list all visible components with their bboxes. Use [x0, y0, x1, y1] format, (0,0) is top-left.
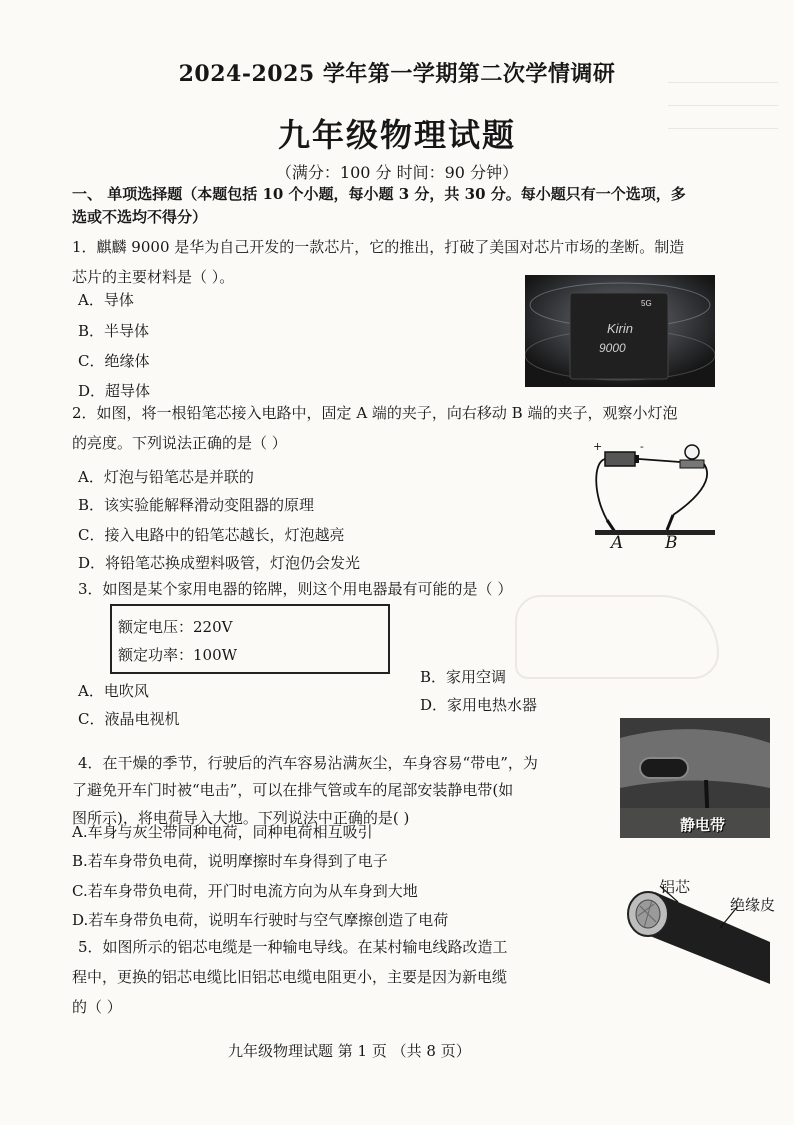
aluminum-cable-diagram: [620, 872, 780, 990]
nameplate-voltage: 额定电压：220V: [118, 618, 233, 636]
q4-option-d[interactable]: D.若车身带负电荷，说明车行驶时与空气摩擦创造了电荷: [72, 911, 449, 929]
label-clip-b: B: [665, 533, 678, 553]
q1-stem: 1．麒麟 9000 是华为自己开发的一款芯片，它的推出，打破了美国对芯片市场的垄断。制造: [72, 238, 685, 256]
nameplate-power: 额定功率：100W: [118, 646, 238, 664]
q3-option-d[interactable]: D．家用电热水器: [420, 696, 538, 714]
section-heading: 一、 单项选择题（本题包括 10 个小题，每小题 3 分，共 30 分。每小题只有一个选项，多: [72, 185, 686, 203]
chip-brand: Kirin: [607, 321, 634, 336]
q4-stem: 4．在干燥的季节，行驶后的汽车容易沾满灰尘，车身容易“带电”，为: [78, 754, 538, 772]
label-aluminum-core: 铝芯: [660, 878, 691, 896]
circuit-drawing: [585, 440, 720, 555]
q1-option-c[interactable]: C．绝缘体: [78, 352, 150, 370]
q4-option-a[interactable]: A.车身与灰尘带同种电荷，同种电荷相互吸引: [72, 823, 373, 841]
q4-stem-cont2: 图所示)，将电荷导入大地。下列说法中正确的是( ): [72, 809, 410, 827]
exam-title: 2024-2025 学年第一学期第二次学情调研: [178, 61, 616, 87]
q2-option-a[interactable]: A．灯泡与铅笔芯是并联的: [78, 468, 254, 486]
label-clip-a: A: [611, 533, 624, 553]
kirin-chip-photo: [525, 275, 715, 387]
page-footer: 九年级物理试题 第 1 页 （共 8 页）: [228, 1042, 471, 1060]
q2-stem: 2．如图，将一根铅笔芯接入电路中，固定 A 端的夹子，向右移动 B 端的夹子，观察小灯泡: [72, 404, 678, 422]
static-strap-photo: [620, 718, 770, 838]
cable-illustration: [620, 872, 780, 990]
q2-option-b[interactable]: B．该实验能解释滑动变阻器的原理: [78, 496, 315, 514]
battery-plus-sign: +: [593, 440, 603, 453]
q5-stem-cont: 程中，更换的铝芯电缆比旧铝芯电缆电阻更小，主要是因为新电缆: [72, 968, 508, 986]
q2-option-c[interactable]: C．接入电路中的铅笔芯越长，灯泡越亮: [78, 526, 345, 544]
q5-stem-cont2: 的（ ）: [72, 998, 122, 1016]
chip-tag: 5G: [641, 299, 652, 308]
q4-option-b[interactable]: B.若车身带负电荷，说明摩擦时车身得到了电子: [72, 852, 388, 870]
exam-subtitle: （满分：100 分 时间：90 分钟）: [275, 163, 519, 182]
q4-stem-cont: 了避免开车门时被“电击”，可以在排气管或车的尾部安装静电带(如: [72, 781, 514, 799]
q1-option-d[interactable]: D．超导体: [78, 382, 151, 400]
q3-option-b[interactable]: B．家用空调: [420, 668, 507, 686]
q2-option-d[interactable]: D．将铅笔芯换成塑料吸管，灯泡仍会发光: [78, 554, 361, 572]
appliance-nameplate: [110, 604, 390, 674]
label-insulation: 绝缘皮: [730, 896, 776, 914]
subject-title: 九年级物理试题: [277, 116, 516, 154]
static-strap-label: 静电带: [680, 816, 726, 834]
q2-stem-cont: 的亮度。下列说法正确的是（ ）: [72, 434, 287, 452]
q3-option-a[interactable]: A．电吹风: [78, 682, 149, 700]
q4-option-c[interactable]: C.若车身带负电荷，开门时电流方向为从车身到大地: [72, 882, 418, 900]
bleed-through-circuit: [515, 595, 719, 679]
q5-stem: 5．如图所示的铝芯电缆是一种输电导线。在某村输电线路改造工: [78, 938, 508, 956]
q3-option-c[interactable]: C．液晶电视机: [78, 710, 180, 728]
pencil-lead-circuit-diagram: [585, 440, 720, 555]
section-heading-cont: 选或不选均不得分）: [72, 208, 208, 226]
chip-model: 9000: [599, 341, 626, 355]
q1-option-b[interactable]: B．半导体: [78, 322, 150, 340]
battery-minus-sign: -: [640, 440, 644, 453]
q1-stem-cont: 芯片的主要材料是（ ）。: [72, 268, 235, 286]
q1-option-a[interactable]: A．导体: [78, 291, 134, 309]
q3-stem: 3．如图是某个家用电器的铭牌，则这个用电器最有可能的是（ ）: [78, 580, 513, 598]
